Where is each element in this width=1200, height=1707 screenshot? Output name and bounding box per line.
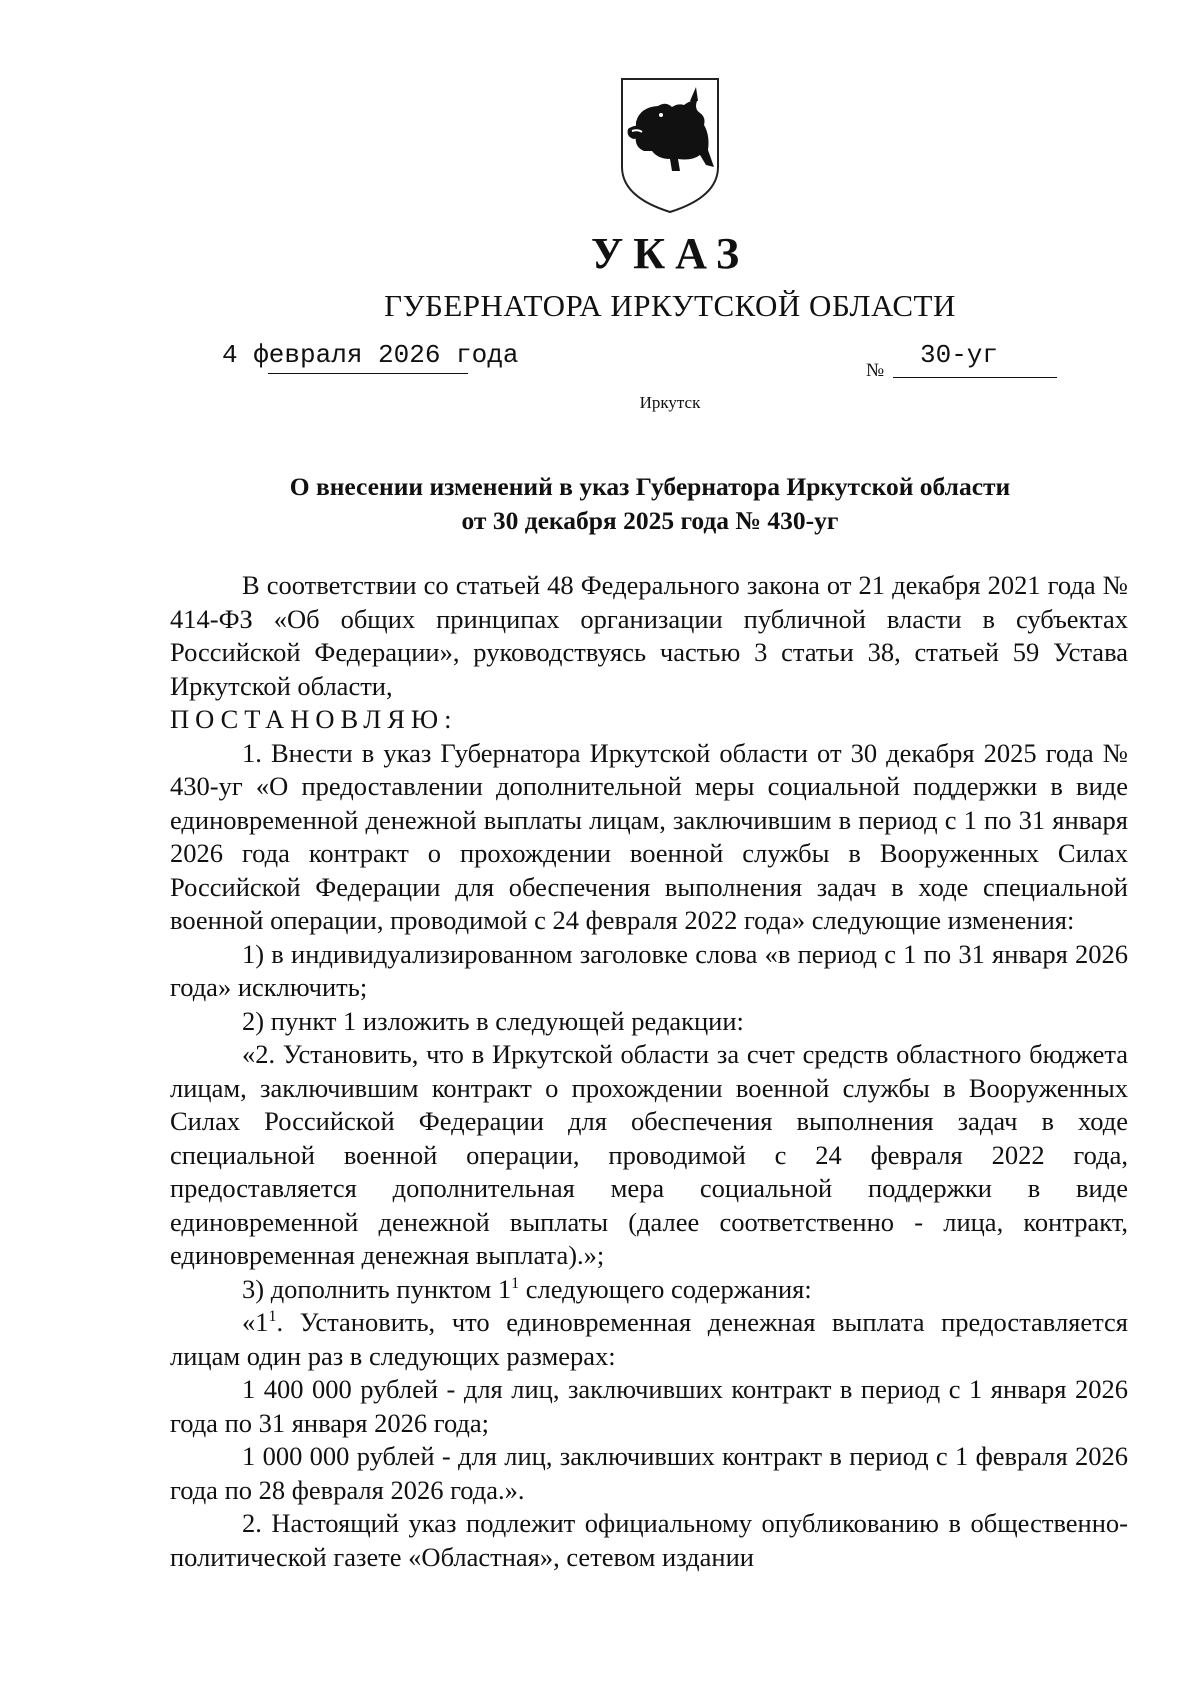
paragraph-1-item-1: 1) в индивидуализированном заголовке слова «в период с 1 по 31 января 2026 года» исключить; <box>170 938 1128 1002</box>
item-3-quote-superscript: 1 <box>268 1308 277 1326</box>
document-heading-line2: от 30 декабря 2025 года № 430-уг <box>461 506 839 535</box>
decree-word: ПОСТАНОВЛЯЮ: <box>170 704 458 734</box>
issuer-subtitle-wrap <box>0 288 1200 324</box>
document-type-title: УКАЗ <box>590 229 750 278</box>
item-3-quote-before: «1 <box>242 1307 269 1337</box>
amount-paragraph-1: 1 400 000 рублей - для лиц, заключивших контракт в период с 1 января 2026 года по 31 января 2026 года; <box>170 1374 1128 1438</box>
date-underline <box>268 373 468 374</box>
item-3-quote-after: . Установить, что единовременная денежная выплата предоставляется лицам один раз в следующих размерах: <box>170 1307 1128 1371</box>
document-date: 4 февраля 2026 года <box>222 340 519 370</box>
city-name: Иркутск <box>639 393 701 412</box>
paragraph-1-item-3 <box>170 1273 1128 1307</box>
city-wrap <box>0 393 1200 413</box>
paragraph-1: 1. Внести в указ Губернатора Иркутской области от 30 декабря 2025 года № 430-уг «О предоставлении дополнительной меры социальной поддержки в виде единовременной денежной выплаты лицам, заключившим в период с 1 по 31 января 2026 года контракт о прохождении военной службы в Вооруженных Силах Российской Федерации для обеспечения выполнения задач в ходе специальной военной операции, проводимой с 24 февраля 2022 года» следующие изменения: <box>170 737 1128 935</box>
number-sign: № <box>866 360 885 381</box>
document-type-title-wrap <box>0 229 1200 278</box>
amount-paragraph-2: 1 000 000 рублей - для лиц, заключивших контракт в период с 1 февраля 2026 года по 28 февраля 2026 года.». <box>170 1441 1128 1505</box>
paragraph-1-item-2-quote: «2. Установить, что в Иркутской области за счет средств областного бюджета лицам, заключившим контракт о прохождении военной службы в Вооруженных Силах Российской Федерации для обеспечения выполнения задач в ходе специальной военной операции, проводимой с 24 февраля 2022 года, предоставляется дополнительная мера социальной поддержки в виде единовременной денежной выплаты (далее соответственно - лица, контракт, единовременная денежная выплата).»; <box>170 1039 1128 1270</box>
document-heading <box>170 470 1130 538</box>
paragraph-2: 2. Настоящий указ подлежит официальному опубликованию в общественно-политической газете «Областная», сетевом издании <box>170 1508 1128 1572</box>
paragraph-1-item-3-quote <box>170 1306 1128 1373</box>
issuer-subtitle: ГУБЕРНАТОРА ИРКУТСКОЙ ОБЛАСТИ <box>384 288 956 323</box>
irkutsk-coat-of-arms-icon <box>618 75 722 215</box>
document-body <box>170 569 1128 1574</box>
document-number: 30-уг <box>920 340 999 370</box>
document-heading-line1: О внесении изменений в указ Губернатора Иркутской области <box>289 472 1011 501</box>
item-3-text-before: 3) дополнить пунктом 1 <box>242 1273 512 1304</box>
preamble-paragraph: В соответствии со статьей 48 Федерального закона от 21 декабря 2021 года № 414-ФЗ «Об общих принципах организации публичной власти в субъектах Российской Федерации», руководствуясь частью 3 статьи 38, статьей 59 Устава Иркутской области, <box>170 570 1128 701</box>
paragraph-1-item-2: 2) пункт 1 изложить в следующей редакции: <box>242 1005 744 1036</box>
item-3-superscript: 1 <box>511 1274 520 1292</box>
number-underline <box>893 377 1057 378</box>
item-3-text-after: следующего содержания: <box>519 1273 812 1304</box>
